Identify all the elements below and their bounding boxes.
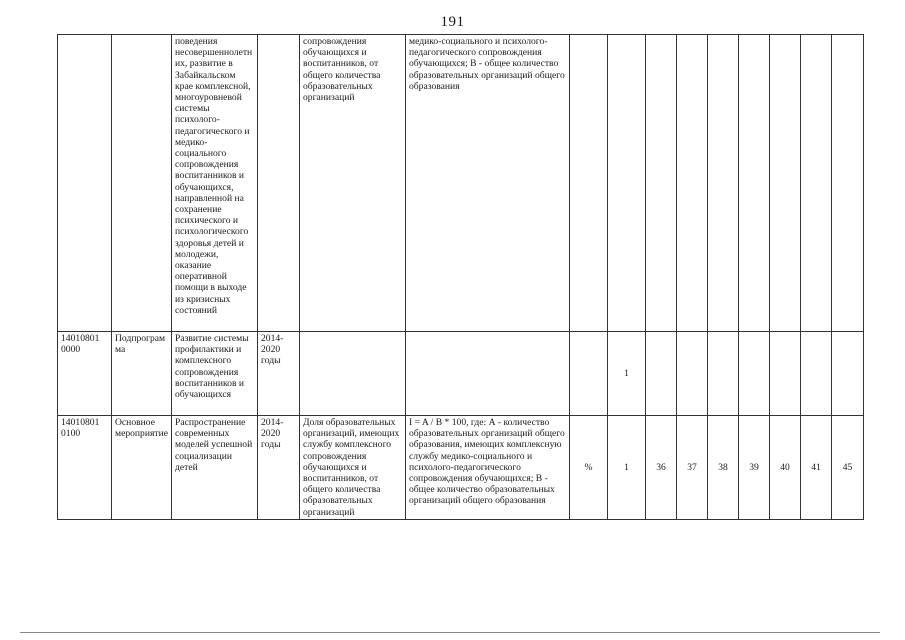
- value-cell: 36: [646, 416, 677, 520]
- formula-cell: медико-социального и психолого-педагогического сопровождения обучающихся; В - общее количество образовательных организаций общего образования: [406, 35, 570, 332]
- value-cell: 38: [708, 416, 739, 520]
- value-cell: 39: [739, 416, 770, 520]
- status-cell: Основное мероприятие: [112, 416, 172, 520]
- value-cell: [770, 35, 801, 332]
- value-cell: 45: [832, 416, 864, 520]
- period-cell: 2014-2020 годы: [258, 332, 300, 416]
- weight-cell: [608, 35, 646, 332]
- value-cell: [708, 35, 739, 332]
- code-cell: 14010801 0000: [58, 332, 112, 416]
- page-number: 191: [440, 14, 465, 30]
- value-cell: [832, 35, 864, 332]
- value-cell: [801, 35, 832, 332]
- weight-cell: 1: [608, 332, 646, 416]
- table-row: [58, 416, 864, 520]
- program-table: [57, 34, 864, 520]
- formula-cell: [406, 332, 570, 416]
- code-cell: [58, 35, 112, 332]
- table-row: [58, 332, 864, 416]
- status-cell: [112, 35, 172, 332]
- value-cell: [770, 332, 801, 416]
- value-cell: [646, 35, 677, 332]
- name-cell: Развитие системы профилактики и комплексного сопровождения воспитанников и обучающихся: [172, 332, 258, 416]
- period-cell: [258, 35, 300, 332]
- table-row: [58, 35, 864, 332]
- value-cell: [739, 332, 770, 416]
- period-cell: 2014-2020 годы: [258, 416, 300, 520]
- indicator-cell: [300, 332, 406, 416]
- value-cell: 40: [770, 416, 801, 520]
- value-cell: [739, 35, 770, 332]
- indicator-cell: Доля образовательных организаций, имеющих службу комплексного сопровождения обучающихся и воспитанников, от общего количества образовательных организаций: [300, 416, 406, 520]
- name-cell: Распространение современных моделей успешной социализации детей: [172, 416, 258, 520]
- value-cell: 37: [677, 416, 708, 520]
- value-cell: [677, 35, 708, 332]
- value-cell: 41: [801, 416, 832, 520]
- status-cell: Подпрограмма: [112, 332, 172, 416]
- indicator-cell: сопровождения обучающихся и воспитанников, от общего количества образовательных организаций: [300, 35, 406, 332]
- value-cell: [708, 332, 739, 416]
- weight-cell: 1: [608, 416, 646, 520]
- value-cell: [677, 332, 708, 416]
- unit-cell: %: [570, 416, 608, 520]
- scan-edge-line: [20, 632, 880, 633]
- unit-cell: [570, 332, 608, 416]
- value-cell: [646, 332, 677, 416]
- value-cell: [801, 332, 832, 416]
- value-cell: [832, 332, 864, 416]
- code-cell: 14010801 0100: [58, 416, 112, 520]
- name-cell: поведения несовершеннолетних, развитие в Забайкальском крае комплексной, многоуровневой системы психолого-педагогического и медико-социального сопровождения воспитанников и обучающихся, направленной на сохранение психического и психологического здоровья детей и молодежи, оказание оперативной помощи в выходе из кризисных состояний: [172, 35, 258, 332]
- formula-cell: I = A / B * 100, где: А - количество образовательных организаций общего образования, имеющих комплексную службу медико-социального и психолого-педагогического сопровождения обучающихся; В - общее количество образовательных организаций общего образования: [406, 416, 570, 520]
- unit-cell: [570, 35, 608, 332]
